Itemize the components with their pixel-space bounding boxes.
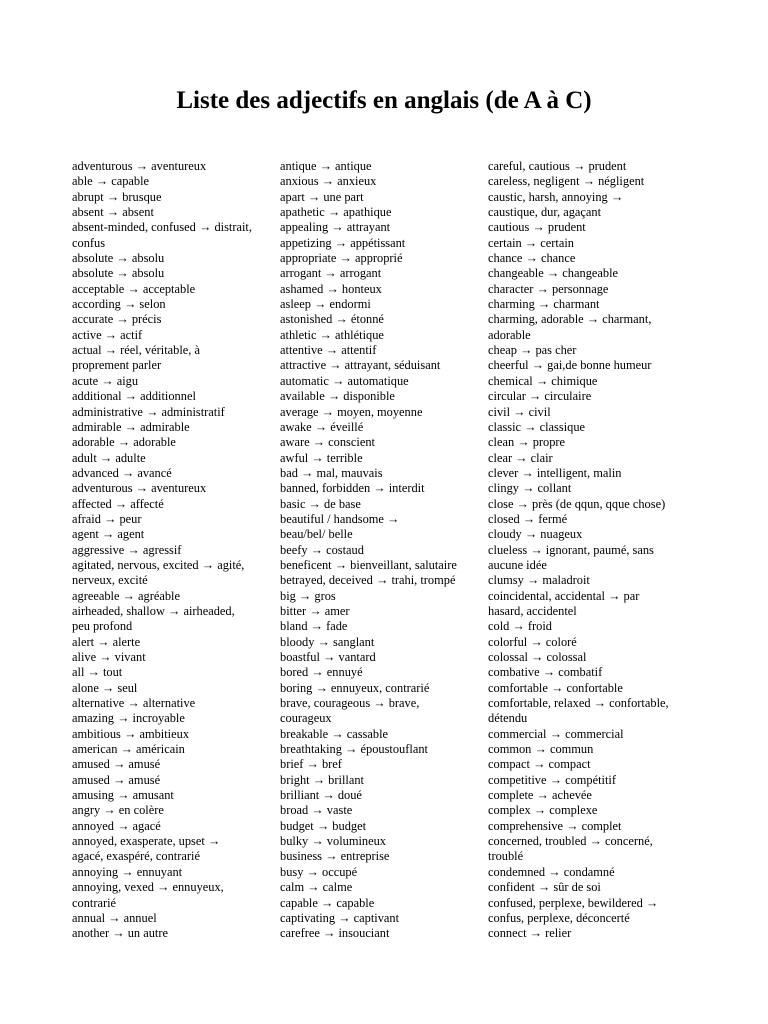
column-1 (72, 159, 278, 942)
vocab-line: appropriate → approprié (280, 251, 403, 266)
vocab-line: contrarié (72, 895, 117, 910)
vocab-line: budget → budget (280, 818, 367, 833)
vocab-line: cold → froid (488, 619, 553, 634)
vocab-line: classic → classique (488, 419, 586, 434)
vocab-line: agitated, nervous, excited → agité, (72, 557, 245, 572)
vocab-line: active → actif (72, 327, 143, 342)
vocab-line: attentive → attentif (280, 343, 377, 358)
vocab-line: annoying, vexed → ennuyeux, (72, 880, 224, 895)
vocab-line: antique → antique (280, 159, 372, 173)
vocab-line: compact → compact (488, 757, 591, 772)
vocab-line: automatic → automatique (280, 373, 409, 388)
vocab-line: bored → ennuyé (280, 665, 363, 680)
vocab-line: brief → bref (280, 757, 342, 772)
vocab-line: admirable → admirable (72, 419, 190, 434)
vocab-line: acceptable → acceptable (72, 281, 196, 296)
vocab-line: civil → civil (488, 404, 551, 419)
vocab-line: close → près (de qqun, qque chose) (488, 496, 666, 511)
vocab-line: careless, negligent → négligent (488, 174, 645, 189)
vocab-line: administrative → administratif (72, 404, 225, 419)
vocab-line: aggressive → agressif (72, 542, 182, 557)
vocab-line: all → tout (72, 665, 123, 680)
vocab-line: according → selon (72, 297, 166, 312)
vocab-line: closed → fermé (488, 511, 568, 526)
vocab-line: commercial → commercial (488, 726, 624, 741)
vocab-line: angry → en colère (72, 803, 164, 818)
vocab-line: colossal → colossal (488, 650, 587, 664)
vocab-line: brilliant → doué (280, 788, 362, 803)
vocab-line: another → un autre (72, 926, 168, 941)
vocab-line: amazing → incroyable (72, 711, 185, 726)
vocab-line: american → américain (72, 742, 185, 757)
vocab-line: chance → chance (488, 251, 576, 266)
vocab-line: anxious → anxieux (280, 174, 377, 189)
vocab-line: complex → complexe (488, 803, 598, 818)
vocab-line: alert → alerte (72, 634, 141, 649)
vocab-line: annual → annuel (72, 910, 157, 925)
vocab-line: cheerful → gai,de bonne humeur (488, 358, 652, 373)
vocab-line: adult → adulte (72, 450, 146, 465)
vocab-line: big → gros (280, 588, 336, 603)
vocab-line: aucune idée (488, 557, 547, 572)
vocab-line: beautiful / handsome → (280, 511, 400, 526)
vocab-line: bitter → amer (280, 603, 350, 618)
vocab-line: proprement parler (72, 358, 162, 373)
vocab-line: annoying → ennuyant (72, 864, 183, 879)
vocab-line: clever → intelligent, malin (488, 465, 622, 480)
vocab-line: ambitious → ambitieux (72, 726, 190, 741)
vocab-line: peu profond (72, 619, 133, 634)
vocab-line: complete → achevée (488, 788, 592, 803)
vocab-line: business → entreprise (280, 849, 390, 864)
column-3 (488, 159, 694, 942)
vocab-line: adventurous → aventureux (72, 159, 207, 173)
vocab-line: clumsy → maladroit (488, 573, 590, 588)
vocab-line: airheaded, shallow → airheaded, (72, 603, 235, 618)
vocab-line: charming → charmant (488, 297, 600, 312)
vocab-line: beneficent → bienveillant, salutaire (280, 557, 457, 572)
vocab-line: athletic → athlétique (280, 327, 384, 342)
vocab-line: actual → réel, véritable, à (72, 343, 200, 358)
vocab-line: amusing → amusant (72, 788, 174, 803)
vocab-line: afraid → peur (72, 511, 142, 526)
vocab-line: appetizing → appétissant (280, 235, 406, 250)
vocab-line: alone → seul (72, 680, 138, 695)
vocab-line: bloody → sanglant (280, 634, 375, 649)
vocab-line: alive → vivant (72, 650, 146, 664)
vocab-line: changeable → changeable (488, 266, 619, 281)
vocab-line: colorful → coloré (488, 634, 577, 649)
vocab-line: confused, perplexe, bewildered → (488, 895, 659, 910)
vocab-line: adventurous → aventureux (72, 481, 207, 496)
vocab-line: troublé (488, 849, 524, 864)
vocab-line: arrogant → arrogant (280, 266, 382, 281)
vocab-line: appealing → attrayant (280, 220, 391, 235)
vocab-line: awful → terrible (280, 450, 363, 465)
vocab-line: breathtaking → époustouflant (280, 742, 428, 757)
vocab-line: acute → aigu (72, 373, 139, 388)
vocab-line: breakable → cassable (280, 726, 389, 741)
vocab-line: comfortable, relaxed → confortable, (488, 696, 669, 711)
vocab-line: cloudy → nuageux (488, 527, 583, 542)
vocab-line: brave, courageous → brave, (280, 696, 420, 711)
vocab-line: combative → combatif (488, 665, 603, 680)
vocab-line: charming, adorable → charmant, (488, 312, 652, 327)
vocab-line: absent → absent (72, 205, 154, 220)
vocab-line: clingy → collant (488, 481, 572, 496)
vocab-line: confus, perplexe, déconcerté (488, 910, 630, 925)
vocab-line: hasard, accidentel (488, 603, 577, 618)
vocab-line: able → capable (72, 174, 150, 189)
vocab-line: confus (72, 235, 106, 250)
vocab-line: cheap → pas cher (488, 343, 577, 358)
column-2 (280, 159, 486, 942)
vocab-line: coincidental, accidental → par (488, 588, 640, 603)
vocab-line: aware → conscient (280, 435, 375, 450)
vocab-line: absolute → absolu (72, 251, 165, 266)
vocab-line: condemned → condamné (488, 864, 615, 879)
vocab-line: annoyed → agacé (72, 818, 161, 833)
vocab-line: attractive → attrayant, séduisant (280, 358, 441, 373)
vocab-line: calm → calme (280, 880, 353, 895)
vocab-line: banned, forbidden → interdit (280, 481, 425, 496)
vocab-line: adorable (488, 327, 531, 342)
vocab-line: captivating → captivant (280, 910, 400, 925)
vocab-line: cautious → prudent (488, 220, 586, 235)
vocab-line: boastful → vantard (280, 650, 376, 664)
vocab-line: annoyed, exasperate, upset → (72, 834, 221, 849)
vocab-line: awake → éveillé (280, 419, 364, 434)
vocab-line: amused → amusé (72, 772, 161, 787)
vocab-line: caustique, dur, agaçant (488, 205, 602, 220)
vocab-line: affected → affecté (72, 496, 164, 511)
vocab-line: absolute → absolu (72, 266, 165, 281)
vocab-line: advanced → avancé (72, 465, 172, 480)
vocab-line: clear → clair (488, 450, 553, 465)
vocab-line: apathetic → apathique (280, 205, 392, 220)
vocab-line: asleep → endormi (280, 297, 371, 312)
vocab-line: broad → vaste (280, 803, 353, 818)
vocab-line: common → commun (488, 742, 594, 757)
vocab-line: character → personnage (488, 281, 609, 296)
vocab-line: bland → fade (280, 619, 348, 634)
vocab-line: careful, cautious → prudent (488, 159, 627, 173)
vocab-line: beau/bel/ belle (280, 527, 353, 542)
vocab-line: clueless → ignorant, paumé, sans (488, 542, 654, 557)
vocab-line: additional → additionnel (72, 389, 196, 404)
vocab-line: certain → certain (488, 235, 574, 250)
vocab-line: beefy → costaud (280, 542, 364, 557)
vocab-line: carefree → insouciant (280, 926, 390, 941)
vocab-line: alternative → alternative (72, 696, 196, 711)
vocab-line: accurate → précis (72, 312, 162, 327)
vocab-line: courageux (280, 711, 332, 726)
vocab-line: capable → capable (280, 895, 375, 910)
vocab-line: détendu (488, 711, 528, 726)
vocab-line: confident → sûr de soi (488, 880, 601, 895)
vocab-line: basic → de base (280, 496, 361, 511)
vocab-line: connect → relier (488, 926, 572, 941)
page-title: Liste des adjectifs en anglais (de A à C) (176, 87, 592, 114)
vocab-line: agreeable → agréable (72, 588, 181, 603)
vocab-line: apart → une part (280, 189, 364, 204)
vocab-line: absent-minded, confused → distrait, (72, 220, 252, 235)
vocab-line: bulky → volumineux (280, 834, 387, 849)
vocab-line: comfortable → confortable (488, 680, 623, 695)
vocab-line: busy → occupé (280, 864, 358, 879)
vocab-line: concerned, troubled → concerné, (488, 834, 653, 849)
vocab-line: available → disponible (280, 389, 395, 404)
vocab-line: betrayed, deceived → trahi, trompé (280, 573, 456, 588)
vocab-line: bright → brillant (280, 772, 364, 787)
vocab-line: caustic, harsh, annoying → (488, 189, 624, 204)
vocab-line: average → moyen, moyenne (280, 404, 423, 419)
vocab-line: competitive → compétitif (488, 772, 617, 787)
vocab-line: ashamed → honteux (280, 281, 382, 296)
vocab-line: agacé, exaspéré, contrarié (72, 849, 200, 864)
vocab-line: clean → propre (488, 435, 566, 450)
vocab-line: comprehensive → complet (488, 818, 622, 833)
vocab-line: agent → agent (72, 527, 145, 542)
vocab-line: adorable → adorable (72, 435, 176, 450)
vocab-line: circular → circulaire (488, 389, 592, 404)
vocab-line: amused → amusé (72, 757, 161, 772)
vocab-line: nerveux, excité (72, 573, 148, 588)
vocab-line: abrupt → brusque (72, 189, 162, 204)
vocab-line: astonished → étonné (280, 312, 384, 327)
vocab-line: boring → ennuyeux, contrarié (280, 680, 430, 695)
vocab-line: bad → mal, mauvais (280, 465, 383, 480)
vocab-line: chemical → chimique (488, 373, 598, 388)
